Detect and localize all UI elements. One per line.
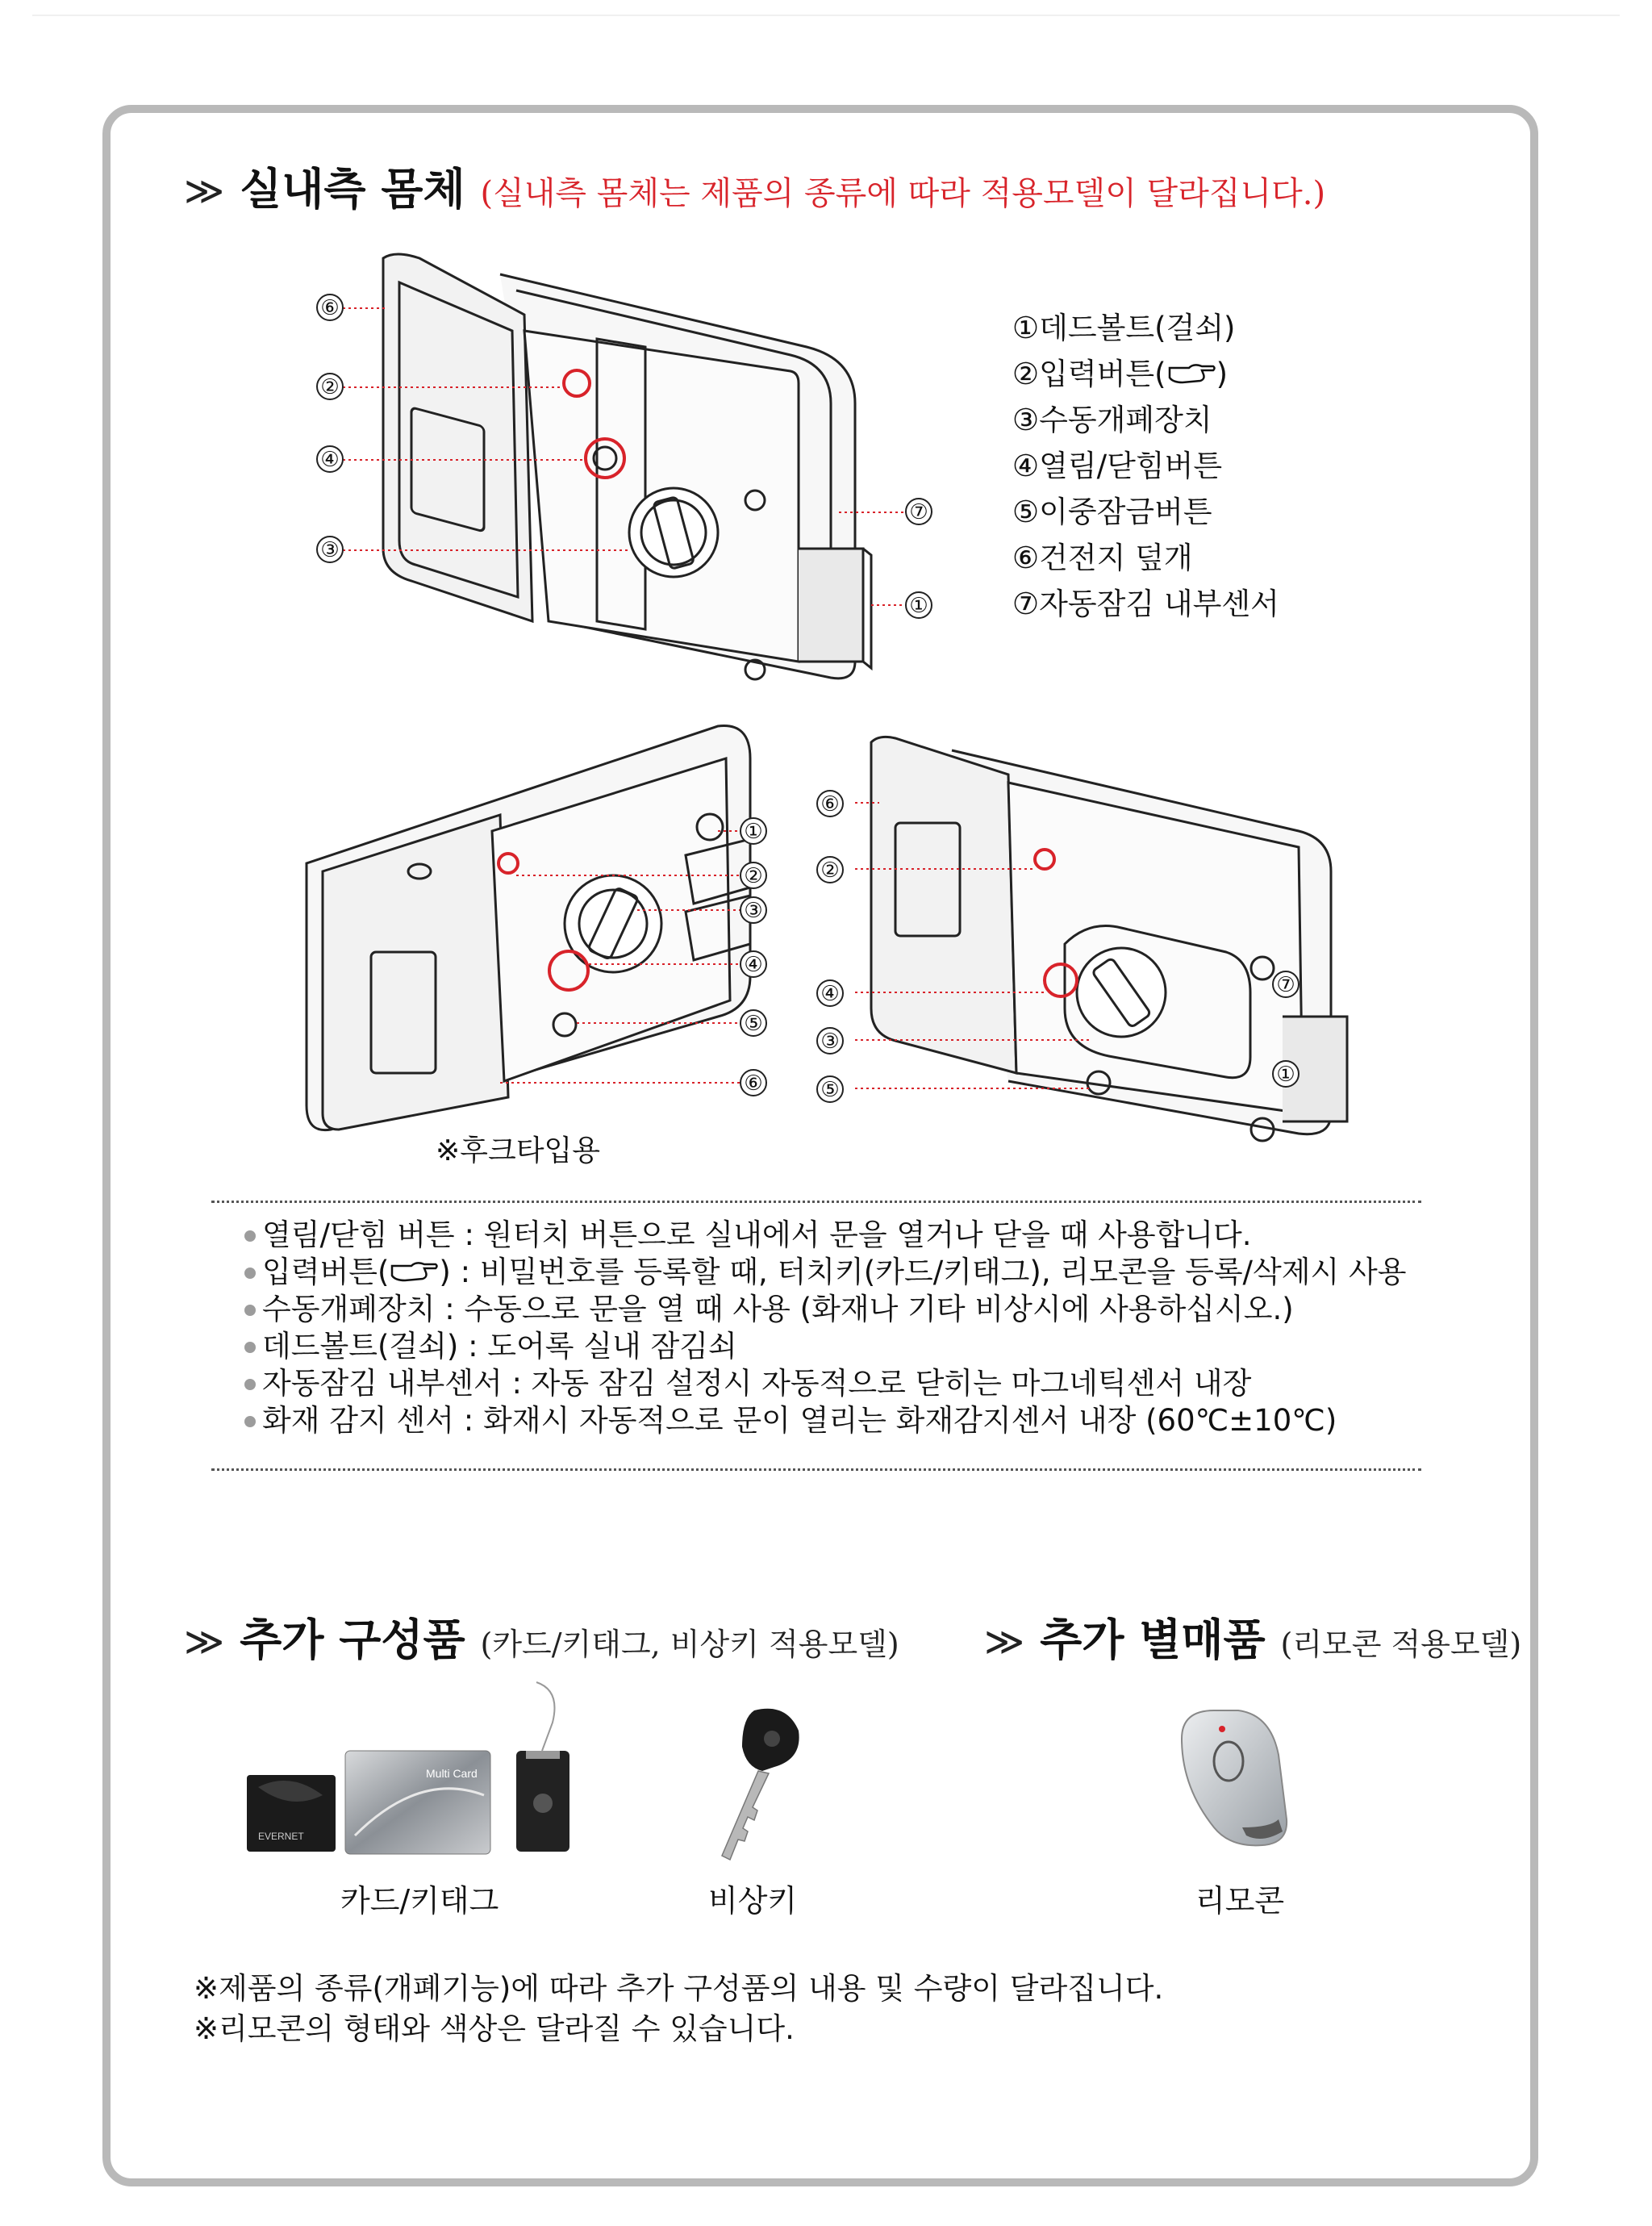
hook-type-diagram <box>298 710 782 1162</box>
legend-item: ⑦자동잠김 내부센서 <box>1012 587 1279 621</box>
callout-1: ① <box>905 591 932 619</box>
section-note: (실내측 몸체는 제품의 종류에 따라 적용모델이 달라집니다.) <box>480 175 1326 212</box>
feature-item: 자동잠김 내부센서 : 자동 잠김 설정시 자동적으로 닫히는 마그네틱센서 내장 <box>262 1365 1407 1402</box>
double-chevron-icon: ≫ <box>184 1619 225 1664</box>
feature-item: 입력버튼( ) : 비밀번호를 등록할 때, 터치키(카드/키태그), 리모콘을 등록/삭제시 사용 <box>262 1255 1407 1289</box>
feature-list <box>262 1217 1407 1439</box>
double-chevron-icon: ≫ <box>184 169 225 214</box>
callout-7: ⑦ <box>905 498 932 525</box>
callout-6: ⑥ <box>816 790 844 817</box>
legend-item: ②입력버튼( ) <box>1012 357 1229 391</box>
dotted-divider <box>211 1468 1421 1471</box>
pointing-hand-icon <box>389 1258 439 1285</box>
section-title: 추가 구성품 <box>240 1614 465 1665</box>
callout-5: ⑤ <box>816 1075 844 1103</box>
callout-2: ② <box>740 862 767 889</box>
callout-4: ④ <box>316 445 344 473</box>
section-note: (리모콘 적용모델) <box>1280 1627 1522 1662</box>
section-heading-indoor-body <box>184 155 1325 217</box>
feature-item: 수동개폐장치 : 수동으로 문을 열 때 사용 (화재나 기타 비상시에 사용하십시오.) <box>262 1291 1407 1328</box>
card-keytag-label: 카드/키태그 <box>340 1883 499 1919</box>
feature-item: 화재 감지 센서 : 화재시 자동적으로 문이 열리는 화재감지센서 내장 (60℃±10℃) <box>262 1402 1407 1439</box>
callout-4: ④ <box>740 950 767 978</box>
callout-2: ② <box>316 373 344 400</box>
section-title: 추가 별매품 <box>1040 1614 1266 1665</box>
feature-item: 데드볼트(걸쇠) : 도어록 실내 잠김쇠 <box>262 1328 1407 1365</box>
legend-item: ⑤이중잠금버튼 <box>1012 495 1212 529</box>
section-heading-optional-items <box>984 1606 1521 1668</box>
pointing-hand-icon <box>1166 360 1216 387</box>
callout-2: ② <box>816 856 844 883</box>
section-heading-additional-items <box>184 1606 899 1668</box>
dotted-divider <box>211 1201 1421 1203</box>
callout-4: ④ <box>816 979 844 1007</box>
footnote: ※리모콘의 형태와 색상은 달라질 수 있습니다. <box>194 2011 795 2046</box>
callout-3: ③ <box>316 536 344 563</box>
indoor-body-angled-diagram <box>847 734 1363 1170</box>
card-name-text: Multi Card <box>426 1767 478 1780</box>
callout-3: ③ <box>816 1027 844 1055</box>
callout-7: ⑦ <box>1272 971 1299 998</box>
emergency-key-label: 비상키 <box>708 1883 798 1919</box>
legend-item: ④열림/닫힘버튼 <box>1012 449 1223 483</box>
emergency-key-image <box>706 1702 811 1864</box>
callout-5: ⑤ <box>740 1009 767 1037</box>
hook-type-note: ※후크타입용 <box>436 1134 601 1167</box>
legend-item: ⑥건전지 덮개 <box>1012 541 1193 575</box>
card-keytag-image <box>242 1674 589 1860</box>
parts-legend <box>1012 305 1279 627</box>
remote-control-image <box>1166 1706 1295 1852</box>
footnotes <box>194 1969 1163 2049</box>
indoor-body-front-diagram <box>307 242 968 694</box>
section-note: (카드/키태그, 비상키 적용모델) <box>480 1627 899 1662</box>
feature-item: 열림/닫힘 버튼 : 원터치 버튼으로 실내에서 문을 열거나 닫을 때 사용합니다. <box>262 1217 1407 1254</box>
card-brand-text: EVERNET <box>258 1831 304 1842</box>
callout-6: ⑥ <box>740 1069 767 1096</box>
callout-3: ③ <box>740 896 767 924</box>
callout-6: ⑥ <box>316 294 344 321</box>
footnote: ※제품의 종류(개폐기능)에 따라 추가 구성품의 내용 및 수량이 달라집니다. <box>194 1971 1164 2006</box>
top-divider <box>32 15 1620 16</box>
remote-label: 리모콘 <box>1195 1883 1285 1919</box>
legend-item: ①데드볼트(걸쇠) <box>1012 311 1236 345</box>
legend-item: ③수동개폐장치 <box>1012 403 1212 437</box>
callout-1: ① <box>740 817 767 845</box>
section-title: 실내측 몸체 <box>240 164 465 215</box>
callout-1: ① <box>1272 1060 1299 1088</box>
double-chevron-icon: ≫ <box>984 1619 1025 1664</box>
